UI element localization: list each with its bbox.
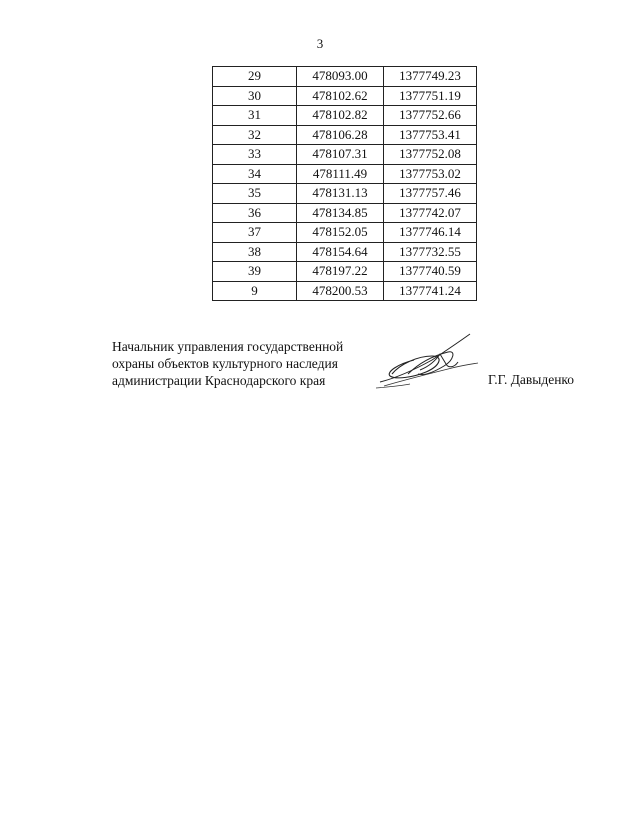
- y-coordinate-cell: 1377740.59: [384, 262, 477, 282]
- y-coordinate-cell: 1377732.55: [384, 242, 477, 262]
- point-number-cell: 37: [213, 223, 297, 243]
- x-coordinate-cell: 478102.82: [297, 106, 384, 126]
- y-coordinate-cell: 1377746.14: [384, 223, 477, 243]
- table-row: [213, 164, 477, 184]
- y-coordinate-cell: 1377757.46: [384, 184, 477, 204]
- x-coordinate-cell: 478106.28: [297, 125, 384, 145]
- y-coordinate-cell: 1377753.41: [384, 125, 477, 145]
- y-coordinate-cell: 1377752.08: [384, 145, 477, 165]
- y-coordinate-cell: 1377752.66: [384, 106, 477, 126]
- x-coordinate-cell: 478107.31: [297, 145, 384, 165]
- table-row: [213, 125, 477, 145]
- table-row: [213, 203, 477, 223]
- coordinates-table: [212, 66, 477, 301]
- point-number-cell: 36: [213, 203, 297, 223]
- x-coordinate-cell: 478134.85: [297, 203, 384, 223]
- page-number: 3: [316, 36, 324, 51]
- point-number-cell: 32: [213, 125, 297, 145]
- table-row: [213, 67, 477, 87]
- coordinates-table-body: [213, 67, 477, 301]
- table-row: [213, 86, 477, 106]
- x-coordinate-cell: 478093.00: [297, 67, 384, 87]
- table-row: [213, 106, 477, 126]
- signer-position-line-2: охраны объектов культурного наследия: [112, 356, 338, 371]
- y-coordinate-cell: 1377751.19: [384, 86, 477, 106]
- y-coordinate-cell: 1377749.23: [384, 67, 477, 87]
- table-row: [213, 242, 477, 262]
- point-number-cell: 38: [213, 242, 297, 262]
- point-number-cell: 29: [213, 67, 297, 87]
- x-coordinate-cell: 478154.64: [297, 242, 384, 262]
- handwritten-signature: [374, 330, 486, 392]
- x-coordinate-cell: 478131.13: [297, 184, 384, 204]
- point-number-cell: 31: [213, 106, 297, 126]
- signer-position-line-3: администрации Краснодарского края: [112, 373, 326, 388]
- point-number-cell: 34: [213, 164, 297, 184]
- y-coordinate-cell: 1377742.07: [384, 203, 477, 223]
- x-coordinate-cell: 478152.05: [297, 223, 384, 243]
- signer-name: Г.Г. Давыденко: [488, 372, 575, 387]
- x-coordinate-cell: 478111.49: [297, 164, 384, 184]
- table-row: [213, 223, 477, 243]
- table-row: [213, 262, 477, 282]
- point-number-cell: 9: [213, 281, 297, 301]
- table-row: [213, 145, 477, 165]
- y-coordinate-cell: 1377753.02: [384, 164, 477, 184]
- x-coordinate-cell: 478102.62: [297, 86, 384, 106]
- table-row: [213, 281, 477, 301]
- y-coordinate-cell: 1377741.24: [384, 281, 477, 301]
- signature-block: [112, 338, 582, 398]
- x-coordinate-cell: 478200.53: [297, 281, 384, 301]
- table-row: [213, 184, 477, 204]
- point-number-cell: 39: [213, 262, 297, 282]
- signer-position: [112, 338, 382, 389]
- signer-position-line-1: Начальник управления государственной: [112, 339, 344, 354]
- point-number-cell: 30: [213, 86, 297, 106]
- point-number-cell: 35: [213, 184, 297, 204]
- point-number-cell: 33: [213, 145, 297, 165]
- x-coordinate-cell: 478197.22: [297, 262, 384, 282]
